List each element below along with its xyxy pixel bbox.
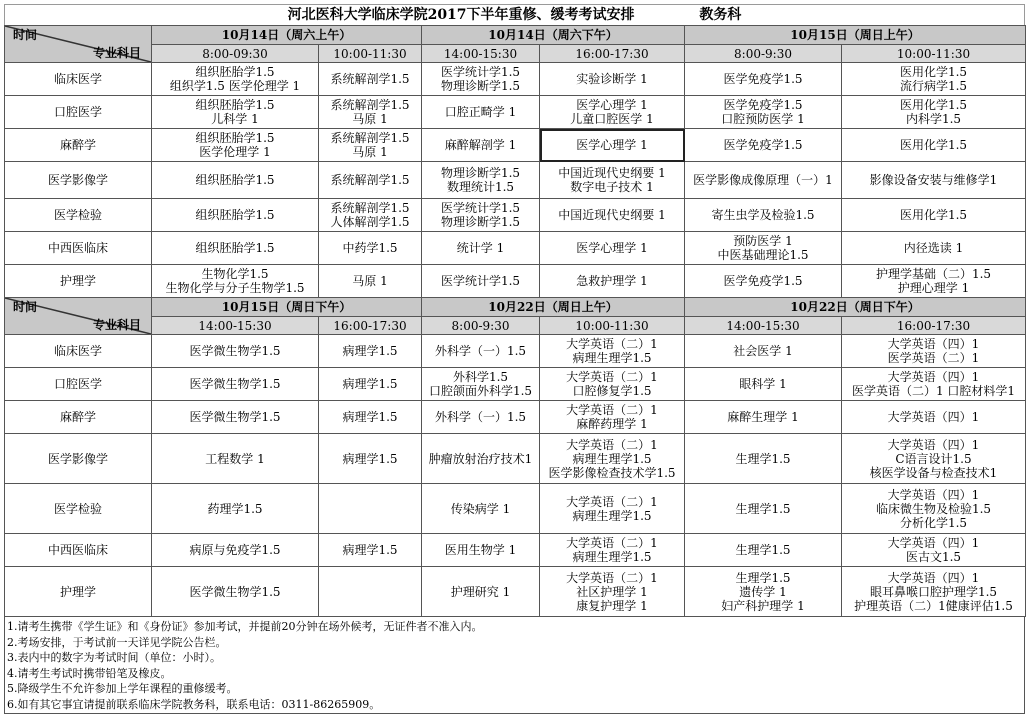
course-line: 病理生理学1.5 xyxy=(572,508,652,523)
sheet-title xyxy=(4,4,1025,25)
course-cell[interactable] xyxy=(685,63,842,96)
course-line: 病理学1.5 xyxy=(342,543,398,557)
note-line: 3.表内中的数字为考试时间（单位：小时）。 xyxy=(7,651,221,665)
course-cell[interactable] xyxy=(152,567,319,617)
title-text: 河北医科大学临床学院2017下半年重修、缓考考试安排 xyxy=(287,7,635,23)
course-cell[interactable] xyxy=(422,96,540,129)
course-line: 生理学1.5 xyxy=(735,570,791,585)
header-time-label: 时间 xyxy=(13,300,38,314)
time-slot-cell: 8:00-9:30 xyxy=(685,45,842,63)
course-cell[interactable] xyxy=(685,199,842,232)
course-line: 大学英语（四）1 xyxy=(887,410,980,424)
course-cell[interactable] xyxy=(422,368,540,401)
course-cell[interactable] xyxy=(540,265,685,298)
table-row xyxy=(5,484,1026,534)
course-line: 系统解剖学1.5 xyxy=(330,201,410,215)
course-line: 系统解剖学1.5 xyxy=(330,72,410,86)
course-line: 生理学1.5 xyxy=(735,543,791,557)
course-line: 麻醉生理学 1 xyxy=(727,410,799,424)
major-cell: 中西医临床 xyxy=(5,232,152,265)
course-cell[interactable] xyxy=(422,199,540,232)
course-line: 中国近现代史纲要 1 xyxy=(558,166,666,180)
course-line: 医学免疫学1.5 xyxy=(723,274,803,288)
course-cell[interactable] xyxy=(540,335,685,368)
course-cell[interactable] xyxy=(422,129,540,162)
course-cell[interactable] xyxy=(152,484,319,534)
course-line: 医学微生物学1.5 xyxy=(189,377,281,391)
note-line: 6.如有其它事宜请提前联系临床学院教务科，联系电话：0311-86265909。 xyxy=(7,697,381,711)
major-cell: 中西医临床 xyxy=(5,534,152,567)
table-row xyxy=(5,335,1026,368)
course-cell[interactable] xyxy=(422,534,540,567)
course-cell[interactable] xyxy=(685,534,842,567)
course-line: 康复护理学 1 xyxy=(576,598,648,613)
course-line: 生物化学与分子生物学1.5 xyxy=(165,281,305,295)
course-line: 大学英语（二）1 xyxy=(566,337,658,351)
course-cell[interactable] xyxy=(319,96,422,129)
time-slot-cell: 16:00-17:30 xyxy=(319,317,422,335)
course-line: 物理诊断学1.5 xyxy=(440,215,521,229)
course-cell[interactable] xyxy=(152,401,319,434)
major-cell: 口腔医学 xyxy=(5,368,152,401)
course-cell[interactable] xyxy=(422,434,540,484)
table-row xyxy=(5,534,1026,567)
table-row xyxy=(5,232,1026,265)
course-line: 医学统计学1.5 xyxy=(440,201,521,215)
course-line: 病原与免疫学1.5 xyxy=(189,543,281,557)
course-line: 寄生虫学及检验1.5 xyxy=(711,208,815,222)
course-line: 医学统计学1.5 xyxy=(440,274,521,288)
course-cell[interactable] xyxy=(152,265,319,298)
course-line: 大学英语（二）1 xyxy=(566,370,658,384)
course-cell[interactable] xyxy=(152,63,319,96)
date-group-header: 10月14日（周六上午） xyxy=(152,26,422,45)
course-cell[interactable] xyxy=(152,434,319,484)
course-line: 马原 1 xyxy=(352,112,388,126)
course-line: 医学微生物学1.5 xyxy=(189,344,281,358)
date-group-header: 10月22日（周日上午） xyxy=(422,298,685,317)
course-line: 临床微生物及检验1.5 xyxy=(875,501,992,516)
course-cell[interactable] xyxy=(422,162,540,199)
course-cell[interactable] xyxy=(685,368,842,401)
course-line: 急救护理学 1 xyxy=(576,274,648,288)
note-line: 1.请考生携带《学生证》和《身份证》参加考试，并提前20分钟在场外候考，无证件者不准入内。 xyxy=(7,620,483,633)
course-cell[interactable] xyxy=(422,232,540,265)
course-line: 马原 1 xyxy=(352,274,388,288)
course-line: 实验诊断学 1 xyxy=(576,72,648,86)
course-line: 生理学1.5 xyxy=(735,501,791,516)
course-line: 内科学1.5 xyxy=(905,112,962,126)
course-line: 组织胚胎学1.5 xyxy=(195,241,275,255)
course-line: 护理心理学 1 xyxy=(897,281,970,295)
course-line: 护理学基础（二）1.5 xyxy=(875,267,992,281)
course-line: 医学微生物学1.5 xyxy=(189,410,281,424)
course-line: 护理英语（二）1健康评估1.5 xyxy=(854,598,1013,613)
course-cell[interactable] xyxy=(540,368,685,401)
course-cell[interactable] xyxy=(842,63,1026,96)
course-cell[interactable] xyxy=(540,434,685,484)
course-line: 预防医学 1 xyxy=(733,234,793,248)
course-cell[interactable] xyxy=(319,534,422,567)
course-cell[interactable] xyxy=(842,484,1026,534)
note-line: 4.请考生考试时携带铅笔及橡皮。 xyxy=(7,666,172,680)
course-cell[interactable] xyxy=(842,232,1026,265)
course-line: 医学影像成像原理（一）1 xyxy=(693,173,833,187)
course-cell[interactable] xyxy=(152,129,319,162)
time-slot-cell: 16:00-17:30 xyxy=(540,45,685,63)
time-slot-row xyxy=(5,45,1026,63)
course-line: 大学英语（四）1 xyxy=(887,536,980,550)
table-row xyxy=(5,96,1026,129)
course-cell[interactable] xyxy=(152,162,319,199)
time-slot-cell: 8:00-9:30 xyxy=(422,317,540,335)
course-cell[interactable] xyxy=(319,63,422,96)
course-cell[interactable] xyxy=(540,232,685,265)
course-line: 病理学1.5 xyxy=(342,377,398,391)
course-cell[interactable] xyxy=(422,265,540,298)
date-group-header: 10月15日（周日上午） xyxy=(685,26,1026,45)
course-cell[interactable] xyxy=(540,567,685,617)
course-cell[interactable] xyxy=(842,534,1026,567)
table-row xyxy=(5,129,1026,162)
note-line: 2.考场安排，于考试前一天详见学院公告栏。 xyxy=(7,635,227,649)
course-line: 口腔预防医学 1 xyxy=(721,112,805,126)
course-cell[interactable] xyxy=(842,199,1026,232)
course-cell[interactable] xyxy=(685,265,842,298)
exam-table-body xyxy=(5,26,1026,617)
major-cell: 护理学 xyxy=(5,567,152,617)
course-line: 马原 1 xyxy=(352,145,388,159)
course-cell[interactable] xyxy=(319,162,422,199)
course-line: 大学英语（二）1 xyxy=(566,570,658,585)
major-cell: 医学检验 xyxy=(5,484,152,534)
course-cell[interactable] xyxy=(319,232,422,265)
course-line: 社区护理学 1 xyxy=(576,584,648,599)
course-line: 大学英语（二）1 xyxy=(566,403,658,417)
major-cell: 医学影像学 xyxy=(5,162,152,199)
major-cell: 麻醉学 xyxy=(5,129,152,162)
course-cell[interactable] xyxy=(152,199,319,232)
course-line: 肿瘤放射治疗技术1 xyxy=(428,451,533,466)
course-line: 医用化学1.5 xyxy=(899,65,968,79)
course-line: 分析化学1.5 xyxy=(899,515,968,530)
table-row xyxy=(5,368,1026,401)
course-cell[interactable] xyxy=(842,265,1026,298)
course-line: 组织胚胎学1.5 xyxy=(195,208,275,222)
course-line: 大学英语（四）1 xyxy=(887,337,980,351)
course-line: 遗传学 1 xyxy=(739,584,787,599)
header-subject-label: 专业科目 xyxy=(92,318,141,332)
course-cell[interactable] xyxy=(842,129,1026,162)
table-row xyxy=(5,63,1026,96)
course-cell[interactable] xyxy=(540,96,685,129)
course-cell[interactable] xyxy=(152,534,319,567)
course-line: 口腔修复学1.5 xyxy=(572,384,652,398)
note-line: 5.降级学生不允许参加上学年课程的重修缓考。 xyxy=(7,682,238,696)
date-group-header: 10月15日（周日下午） xyxy=(152,298,422,317)
course-line: 系统解剖学1.5 xyxy=(330,173,410,187)
course-line: 妇产科护理学 1 xyxy=(721,598,805,613)
course-line: 物理诊断学1.5 xyxy=(440,79,521,93)
notes-panel xyxy=(4,617,1025,714)
time-slot-cell: 16:00-17:30 xyxy=(842,317,1026,335)
time-slot-cell: 14:00-15:30 xyxy=(422,45,540,63)
schedule-sheet xyxy=(4,4,1025,714)
course-cell[interactable] xyxy=(685,96,842,129)
course-line: 外科学（一）1.5 xyxy=(434,344,527,358)
course-line: 影像设备安装与维修学1 xyxy=(869,173,998,187)
date-group-header: 10月22日（周日下午） xyxy=(685,298,1026,317)
course-line: 大学英语（四）1 xyxy=(887,487,980,502)
course-cell[interactable] xyxy=(685,567,842,617)
course-cell[interactable] xyxy=(685,484,842,534)
course-line: 大学英语（四）1 xyxy=(887,370,980,384)
course-line: 麻醉药理学 1 xyxy=(576,417,648,431)
table-row xyxy=(5,162,1026,199)
course-line: 医用化学1.5 xyxy=(899,138,968,152)
major-cell: 麻醉学 xyxy=(5,401,152,434)
course-line: 组织学1.5 医学伦理学 1 xyxy=(169,79,301,93)
course-line: 医学微生物学1.5 xyxy=(189,584,281,599)
course-cell[interactable] xyxy=(540,162,685,199)
date-header-row xyxy=(5,298,1026,317)
course-line: 病理生理学1.5 xyxy=(572,451,652,466)
course-cell[interactable] xyxy=(152,335,319,368)
course-line: 组织胚胎学1.5 xyxy=(195,131,275,145)
course-cell[interactable] xyxy=(422,401,540,434)
course-line: 工程数学 1 xyxy=(205,451,265,466)
course-cell[interactable] xyxy=(319,567,422,617)
course-line: 大学英语（四）1 xyxy=(887,570,980,585)
course-line: 医学英语（二）1 口腔材料学1 xyxy=(851,384,1016,398)
course-cell[interactable] xyxy=(842,368,1026,401)
course-line: 大学英语（二）1 xyxy=(566,494,658,509)
course-line: 药理学1.5 xyxy=(207,501,263,516)
course-line: 医用化学1.5 xyxy=(899,208,968,222)
course-line: 病理学1.5 xyxy=(342,410,398,424)
course-cell[interactable] xyxy=(540,484,685,534)
course-line: 医学免疫学1.5 xyxy=(723,72,803,86)
course-cell[interactable] xyxy=(685,335,842,368)
course-line: 病理学1.5 xyxy=(342,451,398,466)
course-line: 中医基础理论1.5 xyxy=(717,248,809,262)
time-slot-cell: 10:00-11:30 xyxy=(319,45,422,63)
major-cell: 口腔医学 xyxy=(5,96,152,129)
course-line: 医学心理学 1 xyxy=(576,98,648,112)
course-line: 组织胚胎学1.5 xyxy=(195,65,275,79)
course-line: 外科学（一）1.5 xyxy=(434,410,527,424)
course-cell[interactable] xyxy=(685,232,842,265)
course-line: 中药学1.5 xyxy=(342,241,398,255)
header-time-label: 时间 xyxy=(13,28,38,42)
course-cell[interactable] xyxy=(842,434,1026,484)
course-line: 儿科学 1 xyxy=(211,112,259,126)
course-line: 口腔颌面外科学1.5 xyxy=(428,384,533,398)
course-line: C语言设计1.5 xyxy=(895,451,972,466)
course-cell[interactable] xyxy=(540,401,685,434)
course-cell[interactable] xyxy=(422,484,540,534)
time-slot-cell: 8:00-09:30 xyxy=(152,45,319,63)
course-line: 护理研究 1 xyxy=(450,584,511,599)
time-slot-row xyxy=(5,317,1026,335)
course-cell[interactable] xyxy=(319,129,422,162)
course-line: 医学免疫学1.5 xyxy=(723,138,803,152)
course-cell[interactable] xyxy=(685,434,842,484)
course-line: 医用生物学 1 xyxy=(444,543,517,557)
course-line: 大学英语（二）1 xyxy=(566,437,658,452)
course-cell[interactable] xyxy=(422,335,540,368)
course-line: 医学心理学 1 xyxy=(576,241,648,255)
table-row xyxy=(5,434,1026,484)
course-line: 物理诊断学1.5 xyxy=(440,166,521,180)
course-cell[interactable] xyxy=(540,534,685,567)
course-cell[interactable] xyxy=(422,63,540,96)
course-cell[interactable] xyxy=(319,484,422,534)
course-line: 眼耳鼻喉口腔护理学1.5 xyxy=(869,584,998,599)
course-line: 医学免疫学1.5 xyxy=(723,98,803,112)
major-cell: 医学检验 xyxy=(5,199,152,232)
course-cell[interactable] xyxy=(685,129,842,162)
course-cell[interactable] xyxy=(422,567,540,617)
course-cell[interactable] xyxy=(319,434,422,484)
time-slot-cell: 14:00-15:30 xyxy=(685,317,842,335)
course-line: 内径选读 1 xyxy=(903,241,964,255)
course-line: 流行病学1.5 xyxy=(899,79,968,93)
course-cell[interactable] xyxy=(319,199,422,232)
course-line: 大学英语（二）1 xyxy=(566,536,658,550)
course-cell[interactable] xyxy=(319,368,422,401)
course-line: 外科学1.5 xyxy=(452,370,509,384)
course-cell[interactable] xyxy=(152,368,319,401)
course-line: 医学心理学 1 xyxy=(576,138,648,152)
course-cell[interactable] xyxy=(152,96,319,129)
date-header-row xyxy=(5,26,1026,45)
course-cell[interactable] xyxy=(319,335,422,368)
course-cell[interactable] xyxy=(540,63,685,96)
course-line: 病理学1.5 xyxy=(342,344,398,358)
course-line: 医学影像检查技术学1.5 xyxy=(548,465,676,480)
course-line: 生理学1.5 xyxy=(735,451,791,466)
header-subject-label: 专业科目 xyxy=(92,46,141,60)
course-line: 医学统计学1.5 xyxy=(440,65,521,79)
course-line: 中国近现代史纲要 1 xyxy=(558,208,666,222)
course-line: 医学英语（二）1 xyxy=(887,351,980,365)
course-line: 核医学设备与检查技术1 xyxy=(869,465,998,480)
course-cell[interactable] xyxy=(842,162,1026,199)
course-line: 口腔正畸学 1 xyxy=(444,105,517,119)
course-line: 系统解剖学1.5 xyxy=(330,131,410,145)
department-label: 教务科 xyxy=(699,7,742,23)
course-line: 大学英语（四）1 xyxy=(887,437,980,452)
table-row xyxy=(5,401,1026,434)
course-cell[interactable] xyxy=(685,162,842,199)
header-corner xyxy=(5,298,152,335)
course-cell[interactable] xyxy=(540,199,685,232)
course-line: 生物化学1.5 xyxy=(201,267,269,281)
table-row xyxy=(5,265,1026,298)
course-cell[interactable] xyxy=(842,335,1026,368)
course-line: 组织胚胎学1.5 xyxy=(195,173,275,187)
course-cell[interactable] xyxy=(842,401,1026,434)
course-line: 系统解剖学1.5 xyxy=(330,98,410,112)
course-line: 医用化学1.5 xyxy=(899,98,968,112)
course-line: 组织胚胎学1.5 xyxy=(195,98,275,112)
course-line: 眼科学 1 xyxy=(739,377,787,391)
course-cell[interactable] xyxy=(685,401,842,434)
course-line: 病理生理学1.5 xyxy=(572,351,652,365)
course-cell[interactable] xyxy=(319,401,422,434)
major-cell: 护理学 xyxy=(5,265,152,298)
course-line: 数理统计1.5 xyxy=(446,180,515,194)
course-line: 医学伦理学 1 xyxy=(199,145,271,159)
course-line: 统计学 1 xyxy=(456,241,505,255)
course-line: 病理生理学1.5 xyxy=(572,550,652,564)
course-cell[interactable] xyxy=(842,567,1026,617)
course-line: 医古文1.5 xyxy=(905,550,962,564)
course-line: 传染病学 1 xyxy=(450,501,511,516)
course-line: 麻醉解剖学 1 xyxy=(444,138,517,152)
major-cell: 临床医学 xyxy=(5,63,152,96)
major-cell: 医学影像学 xyxy=(5,434,152,484)
course-cell[interactable] xyxy=(842,96,1026,129)
time-slot-cell: 10:00-11:30 xyxy=(540,317,685,335)
course-cell[interactable] xyxy=(540,129,685,162)
table-row xyxy=(5,199,1026,232)
course-cell[interactable] xyxy=(152,232,319,265)
header-corner xyxy=(5,26,152,63)
time-slot-cell: 14:00-15:30 xyxy=(152,317,319,335)
table-row xyxy=(5,567,1026,617)
course-line: 儿童口腔医学 1 xyxy=(570,112,654,126)
course-line: 社会医学 1 xyxy=(733,344,793,358)
major-cell: 临床医学 xyxy=(5,335,152,368)
course-line: 人体解剖学1.5 xyxy=(330,215,410,229)
date-group-header: 10月14日（周六下午） xyxy=(422,26,685,45)
course-line: 数字电子技术 1 xyxy=(570,180,654,194)
course-cell[interactable] xyxy=(319,265,422,298)
exam-table xyxy=(4,25,1026,617)
time-slot-cell: 10:00-11:30 xyxy=(842,45,1026,63)
